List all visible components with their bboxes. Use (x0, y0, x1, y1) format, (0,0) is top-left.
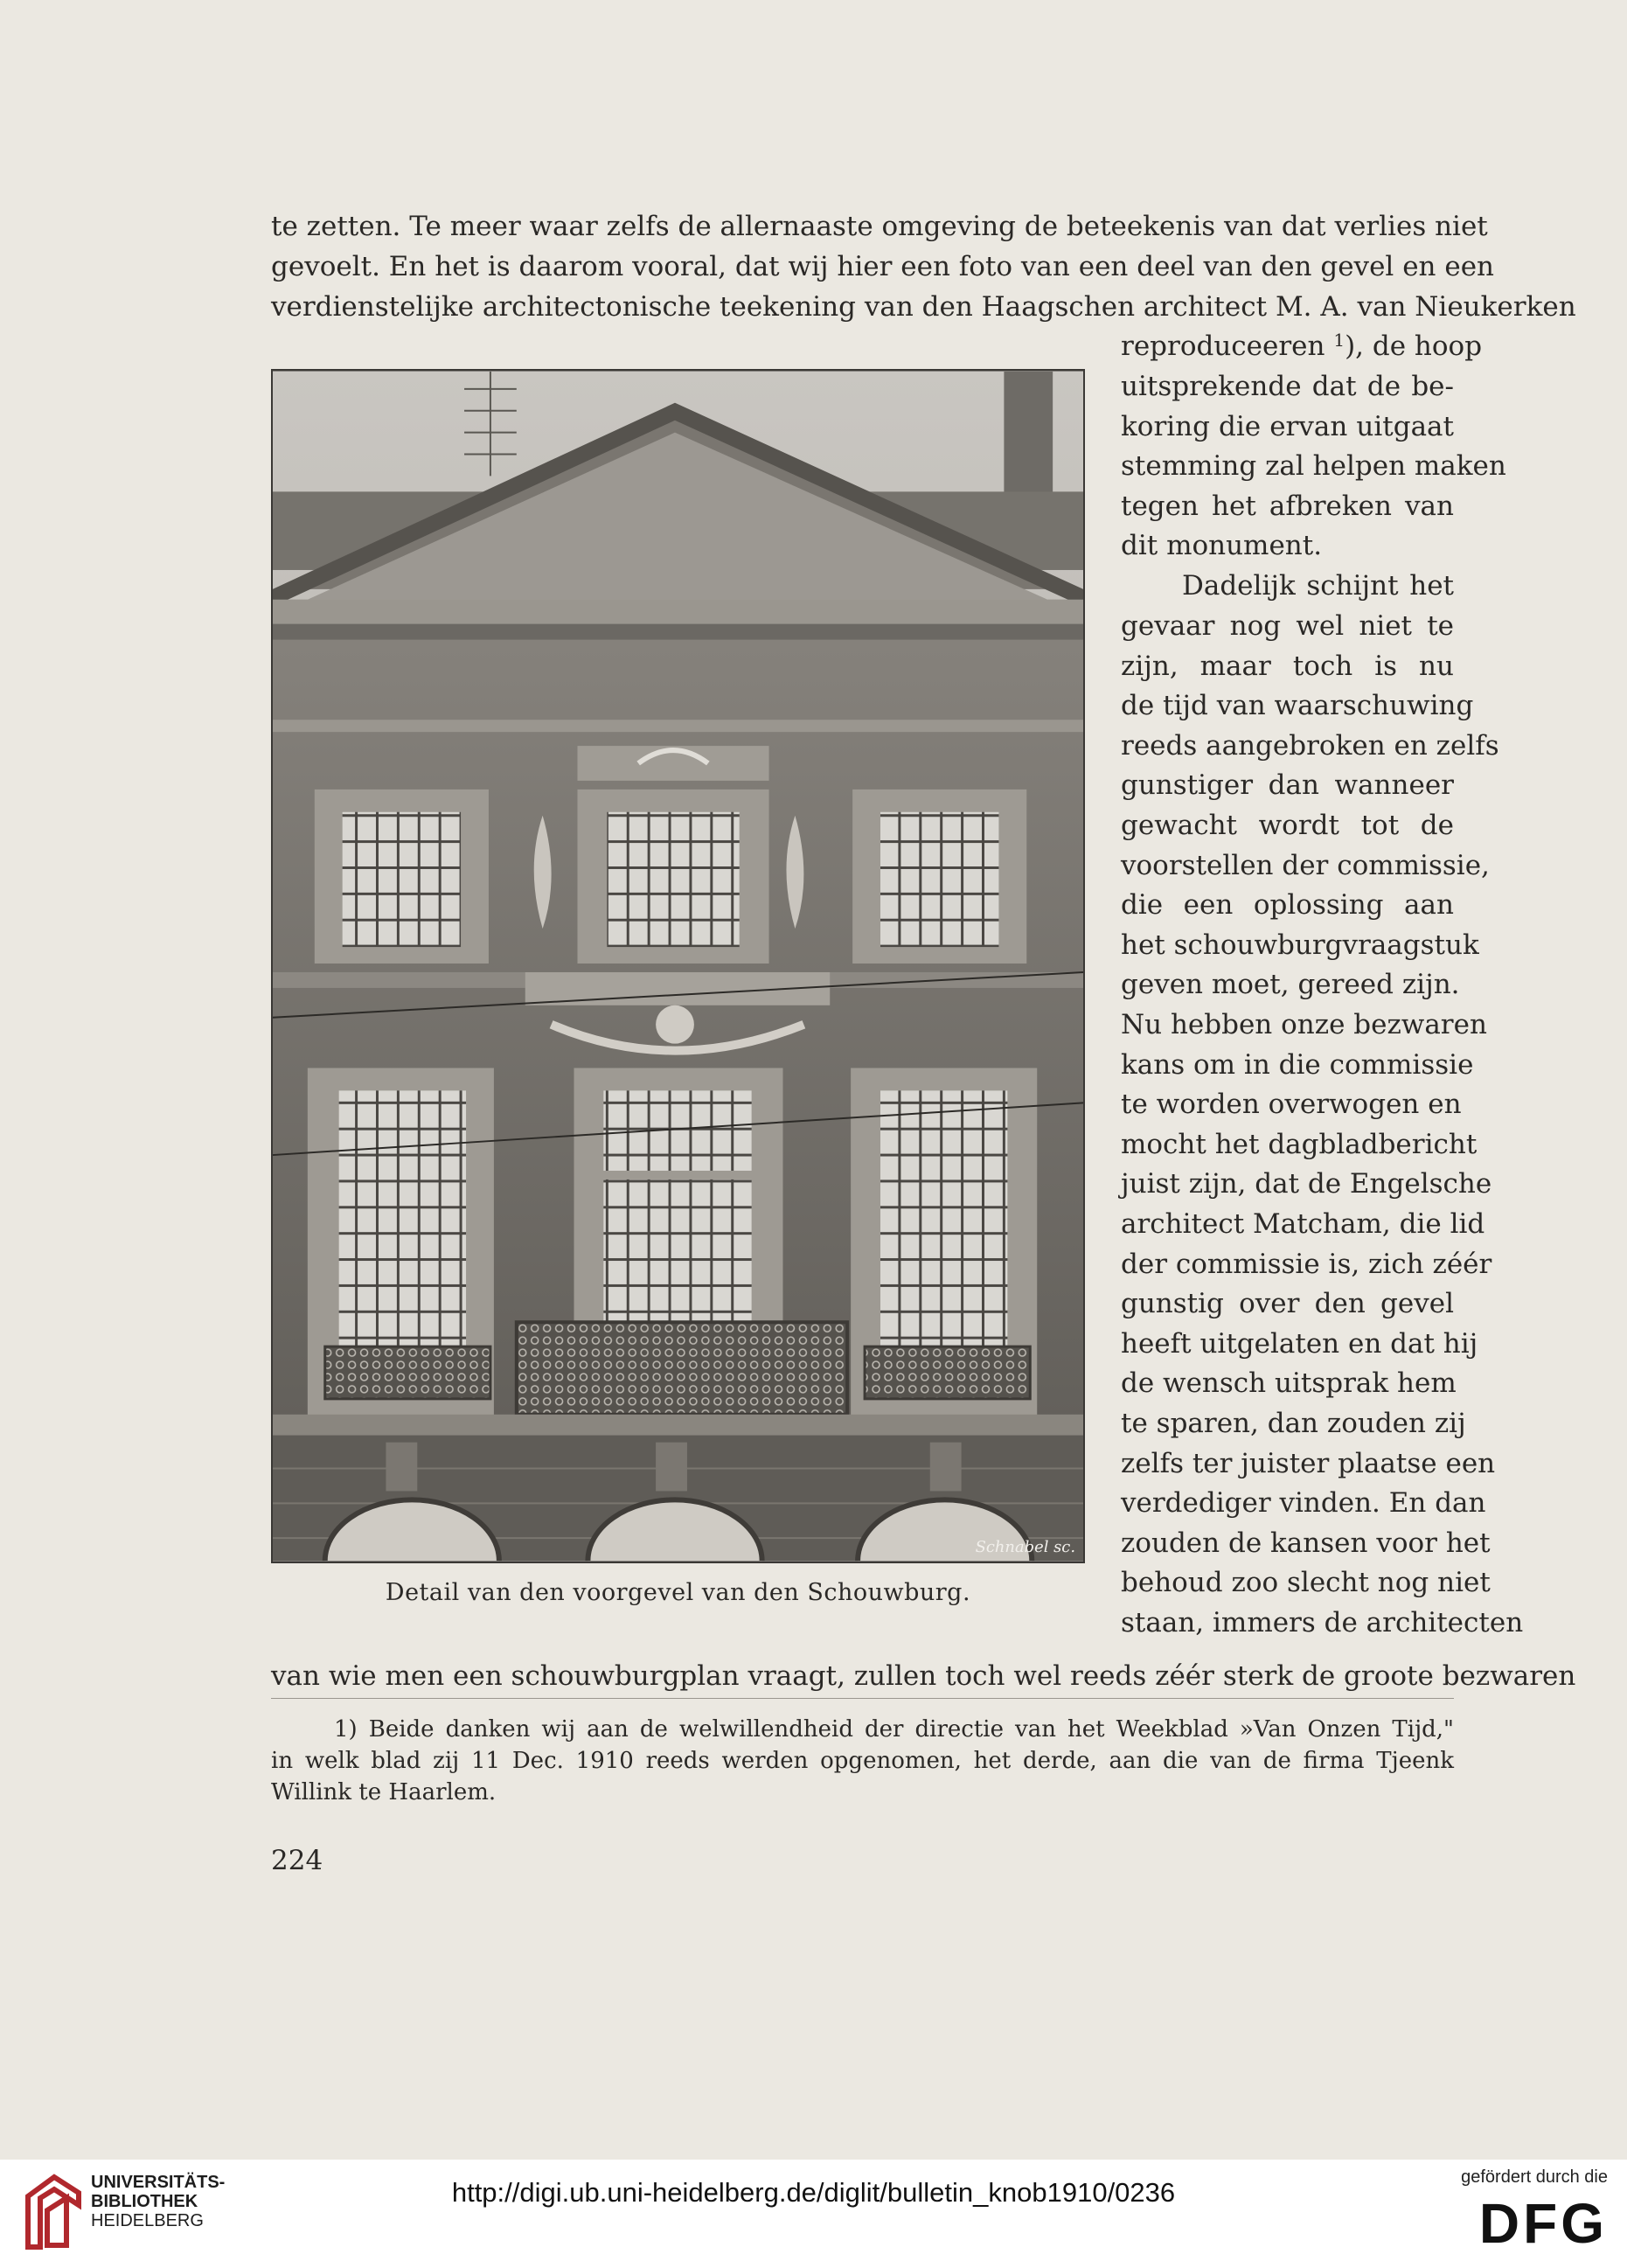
body-line-3: verdienstelijke architectonische teekening van den Haagschen architect M. A. van Nieukerken (271, 291, 1576, 323)
column-line: zouden de kansen voor het (1121, 1527, 1491, 1559)
footnote-line-3: Willink te Haarlem. (271, 1779, 497, 1805)
body-line-4-tail: ), de hoop (1345, 330, 1483, 362)
column-line: stemming zal helpen maken (1121, 450, 1506, 483)
column-line: tegen het afbreken van (1121, 490, 1454, 522)
facade-photograph (271, 369, 1085, 1563)
library-name-line-1: UNIVERSITÄTS- (91, 2173, 226, 2192)
body-line-last: van wie men een schouwburgplan vraagt, zullen toch wel reeds zéér sterk de groote bezwaren (271, 1660, 1576, 1692)
column-line: gunstiger dan wanneer (1121, 769, 1454, 802)
column-paragraph-start: Dadelijk schijnt het (1182, 570, 1454, 602)
footnote-line-2: in welk blad zij 11 Dec. 1910 reeds werden opgenomen, het derde, aan die van de firma Tjeenk (271, 1748, 1454, 1774)
column-line: gevaar nog wel niet te (1121, 610, 1454, 642)
column-line: behoud zoo slecht nog niet (1121, 1567, 1491, 1599)
column-line: Nu hebben onze bezwaren (1121, 1009, 1487, 1040)
column-line: dit monument. (1121, 530, 1323, 562)
engraver-signature: Schnabel sc. (975, 1538, 1076, 1557)
sponsor-label: gefördert durch die (1461, 2167, 1608, 2187)
library-name-line-3: HEIDELBERG (91, 2211, 204, 2230)
column-line: de tijd van waarschuwing (1121, 690, 1474, 722)
column-line: heeft uitgelaten en dat hij (1121, 1327, 1478, 1360)
column-line: der commissie is, zich zéér (1121, 1248, 1492, 1280)
column-line: zelfs ter juister plaatse een (1121, 1447, 1496, 1479)
footnote-line-1: 1) Beide danken wij aan de welwillendheid der directie van het Weekblad »Van Onzen Tijd," (334, 1716, 1454, 1743)
column-line: voorstellen der commissie, (1121, 849, 1490, 881)
column-line: gunstig over den gevel (1121, 1288, 1454, 1320)
column-line: het schouwburgvraagstuk (1121, 929, 1479, 961)
body-line-2: gevoelt. En het is daarom vooral, dat wij hier een foto van een deel van den gevel en een (271, 251, 1495, 282)
column-line: gewacht wordt tot de (1121, 810, 1454, 841)
footnote-rule (271, 1698, 1454, 1699)
body-line-4 (1121, 327, 1483, 367)
column-line: te sparen, dan zouden zij (1121, 1408, 1466, 1439)
column-line: uitsprekende dat de be- (1121, 371, 1454, 402)
column-line: verdediger vinden. En dan (1121, 1487, 1486, 1520)
column-line: geven moet, gereed zijn. (1121, 969, 1460, 1001)
column-line: staan, immers de architecten (1121, 1607, 1524, 1638)
column-line: mocht het dagbladbericht (1121, 1128, 1478, 1160)
figure-caption: Detail van den voorgevel van den Schouwburg. (385, 1579, 971, 1606)
footnote-reference: 1 (1333, 330, 1345, 351)
column-line: te worden overwogen en (1121, 1089, 1462, 1121)
column-line: juist zijn, dat de Engelsche (1121, 1168, 1492, 1200)
body-line-1: te zetten. Te meer waar zelfs de allernaaste omgeving de beteekenis van dat verlies niet (271, 211, 1488, 242)
column-line: koring die ervan uitgaat (1121, 410, 1454, 442)
column-line: zijn, maar toch is nu (1121, 650, 1454, 682)
facade-illustration (273, 371, 1083, 1562)
upper-windows (315, 790, 1026, 964)
permalink-url[interactable]: http://digi.ub.uni-heidelberg.de/diglit/bulletin_knob1910/0236 (451, 2177, 1176, 2208)
page-number: 224 (271, 1845, 323, 1876)
column-line: architect Matcham, die lid (1121, 1208, 1485, 1240)
column-line: reeds aangebroken en zelfs (1121, 729, 1499, 762)
column-line: kans om in die commissie (1121, 1048, 1474, 1081)
library-name-line-2: BIBLIOTHEK (91, 2192, 198, 2211)
column-line: de wensch uitsprak hem (1121, 1367, 1457, 1400)
column-line: die een oplossing aan (1121, 889, 1454, 922)
dfg-logo: DFG (1478, 2192, 1608, 2255)
body-line-4-text: reproduceeren (1121, 330, 1325, 362)
